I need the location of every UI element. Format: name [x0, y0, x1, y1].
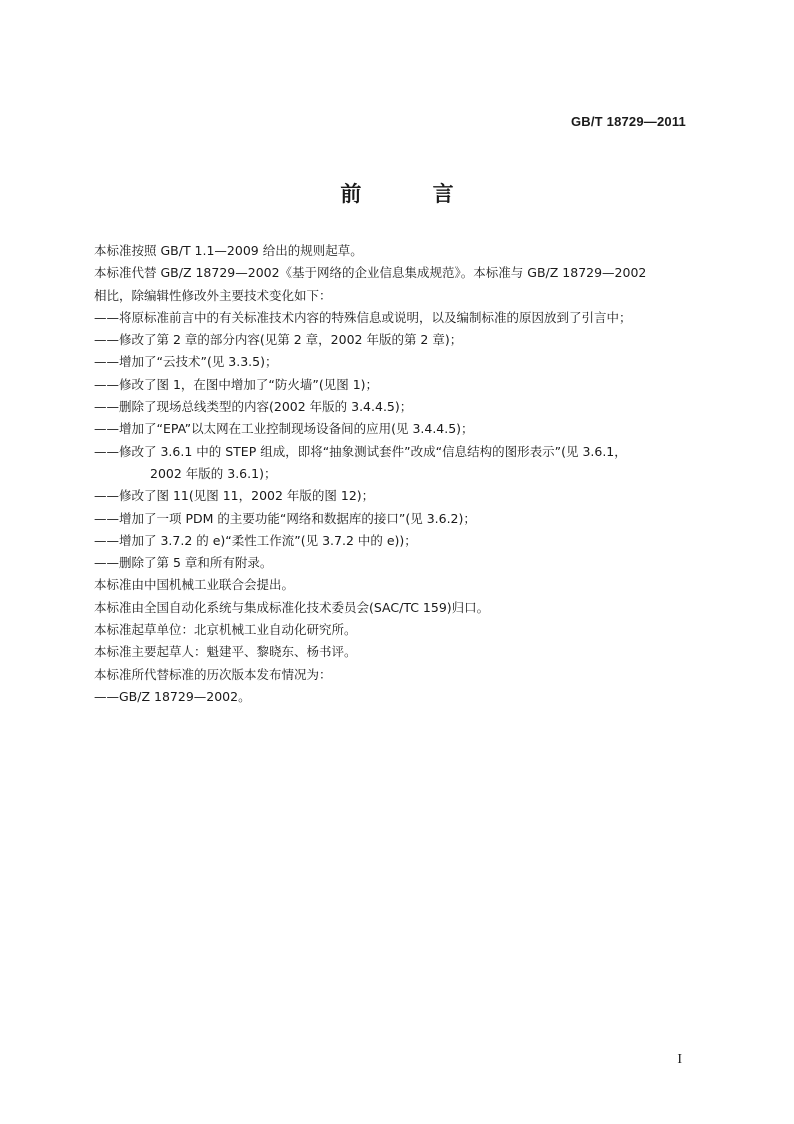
change-item: ——修改了图 1，在图中增加了“防火墙”(见图 1)； — [94, 376, 379, 392]
change-item: ——增加了“EPA”以太网在工业控制现场设备间的应用(见 3.4.4.5)； — [94, 421, 474, 437]
change-item: ——将原标准前言中的有关标准技术内容的特殊信息或说明，以及编制标准的原因放到了引言中； — [94, 309, 632, 325]
paragraph-drafting-unit: 本标准起草单位：北京机械工业自动化研究所。 — [94, 622, 357, 638]
paragraph-version-history: 本标准所代替标准的历次版本发布情况为： — [94, 666, 332, 682]
change-item: ——增加了“云技术”(见 3.3.5)； — [94, 354, 278, 370]
change-item: ——增加了 3.7.2 的 e)“柔性工作流”(见 3.7.2 中的 e))； — [94, 532, 417, 548]
change-item: ——修改了图 11(见图 11，2002 年版的图 12)； — [94, 488, 375, 504]
foreword-body — [94, 240, 698, 708]
paragraph-centralized-by: 本标准由全国自动化系统与集成标准化技术委员会(SAC/TC 159)归口。 — [94, 599, 490, 615]
change-item: ——删除了现场总线类型的内容(2002 年版的 3.4.4.5)； — [94, 399, 413, 415]
paragraph-drafting-rules: 本标准按照 GB/T 1.1—2009 给出的规则起草。 — [94, 243, 363, 258]
page-number: I — [677, 1052, 682, 1067]
change-item: ——删除了第 5 章和所有附录。 — [94, 555, 273, 571]
change-item: ——修改了 3.6.1 中的 STEP 组成，即将“抽象测试套件”改成“信息结构的图形表示”(见 3.6.1， — [94, 443, 627, 459]
paragraph-replaces-line2: 相比，除编辑性修改外主要技术变化如下： — [94, 287, 332, 303]
page-title: 前 言 — [340, 182, 486, 206]
change-item: ——增加了一项 PDM 的主要功能“网络和数据库的接口”(见 3.6.2)； — [94, 510, 476, 526]
standard-code: GB/T 18729—2011 — [570, 114, 686, 129]
paragraph-replaces-line1: 本标准代替 GB/Z 18729—2002《基于网络的企业信息集成规范》。本标准与 GB/Z 18729—2002 — [94, 265, 647, 281]
change-item-continuation: 2002 年版的 3.6.1)； — [150, 465, 277, 481]
paragraph-drafters: 本标准主要起草人：魁建平、黎晓东、杨书评。 — [94, 644, 357, 660]
change-item: ——修改了第 2 章的部分内容(见第 2 章，2002 年版的第 2 章)； — [94, 332, 463, 348]
paragraph-proposed-by: 本标准由中国机械工业联合会提出。 — [94, 577, 295, 593]
version-history-item: ——GB/Z 18729—2002。 — [94, 688, 251, 704]
